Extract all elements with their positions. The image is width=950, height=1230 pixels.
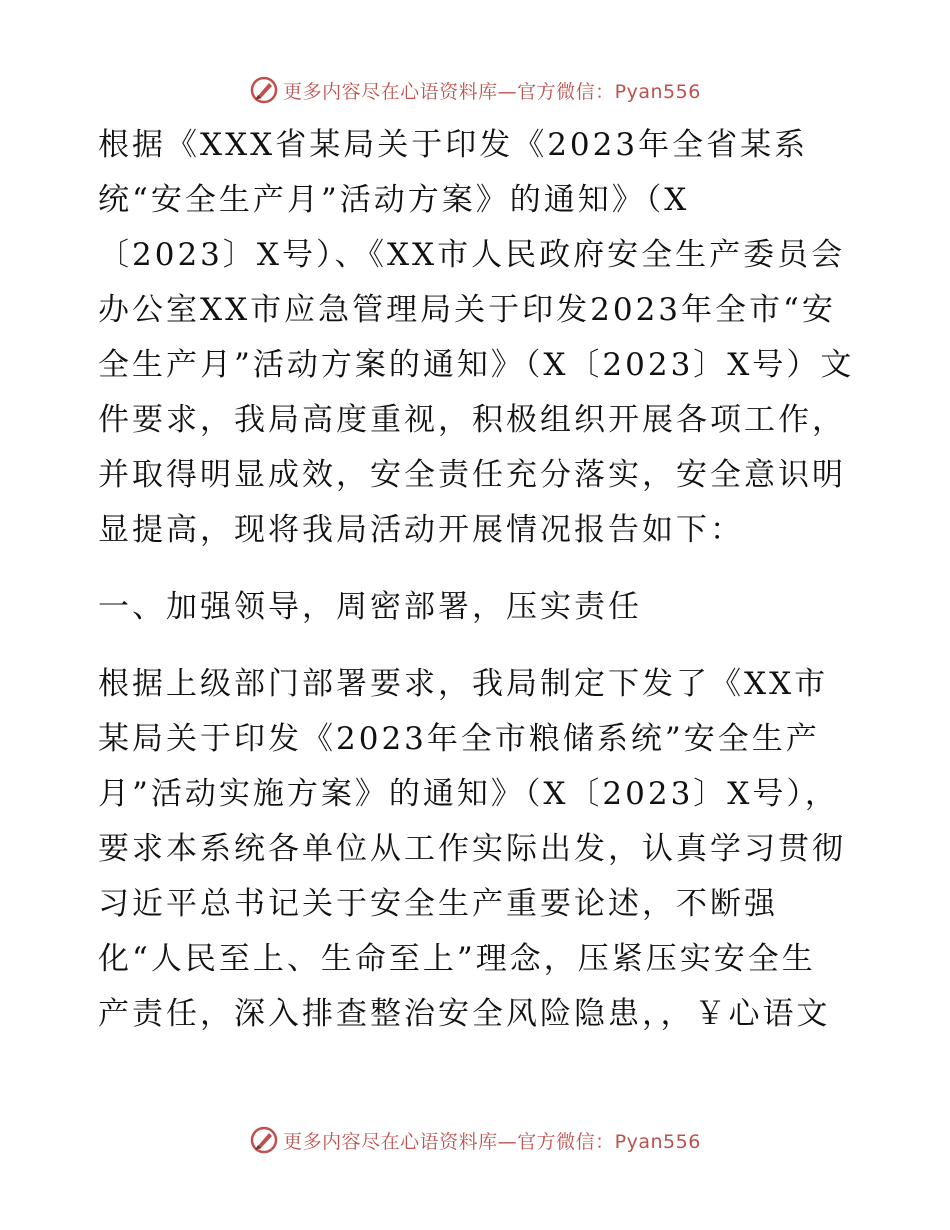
watermark-text: 更多内容尽在心语资料库—官方微信：Pyan556 [283, 80, 701, 103]
text-line: 根据《XXX省某局关于印发《2023年全省某系 [98, 127, 809, 163]
text-line: 统“安全生产月”活动方案》的通知》（X [98, 182, 690, 218]
text-line: 产责任，深入排查整治安全风险隐患，，￥心语文 [98, 996, 831, 1032]
section-heading [98, 580, 868, 635]
paragraph [98, 118, 868, 558]
text-line: 习近平总书记关于安全生产重要论述，不断强 [98, 886, 778, 922]
pen-logo-icon [249, 75, 279, 105]
paragraph [98, 657, 868, 1042]
pen-logo-icon [249, 1125, 279, 1155]
text-line: 月”活动实施方案》的通知》（X〔2023〕X号）， [98, 776, 839, 812]
text-line: 化“人民至上、生命至上”理念，压紧压实安全生 [98, 941, 816, 977]
text-line: 全生产月”活动方案的通知》（X〔2023〕X号）文 [98, 347, 855, 383]
paragraph-gap [98, 558, 868, 580]
header-watermark [0, 72, 950, 108]
text-line: 根据上级部门部署要求，我局制定下发了《XX市 [98, 666, 829, 702]
text-line: 一、加强领导，周密部署，压实责任 [98, 589, 642, 625]
text-line: 件要求，我局高度重视，积极组织开展各项工作， [98, 402, 846, 438]
text-line: 〔2023〕X号）、《XX市人民政府安全生产委员会 [98, 237, 846, 273]
text-line: 要求本系统各单位从工作实际出发，认真学习贯彻 [98, 831, 846, 867]
paragraph-gap [98, 635, 868, 657]
footer-watermark [0, 1122, 950, 1158]
text-line: 某局关于印发《2023年全市粮储系统”安全生产 [98, 721, 820, 757]
text-line: 显提高，现将我局活动开展情况报告如下： [98, 512, 744, 548]
text-line: 并取得明显成效，安全责任充分落实，安全意识明 [98, 457, 846, 493]
text-line: 办公室XX市应急管理局关于印发2023年全市“安 [98, 292, 836, 328]
document-body [98, 118, 868, 1042]
watermark-text: 更多内容尽在心语资料库—官方微信：Pyan556 [283, 1130, 701, 1153]
